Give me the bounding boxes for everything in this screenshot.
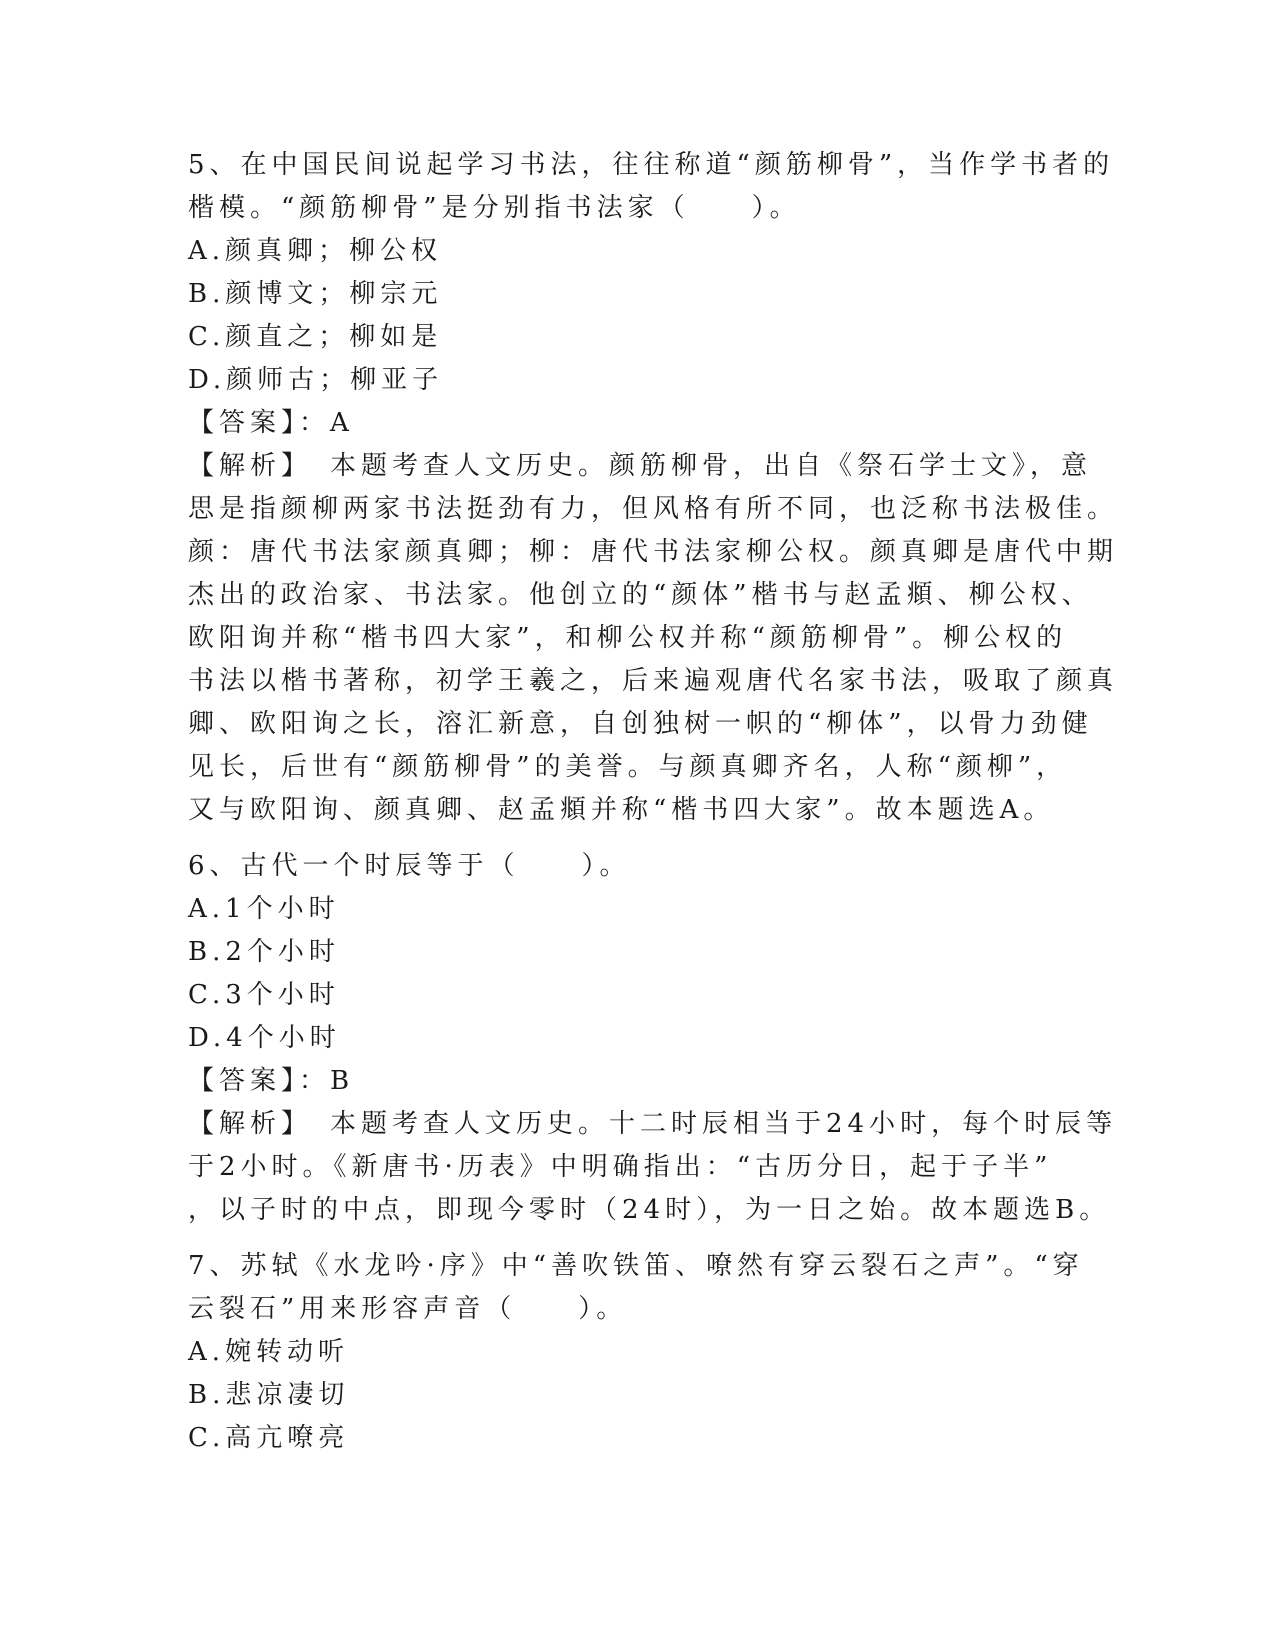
analysis-line: 见长，后世有“颜筋柳骨”的美誉。与颜真卿齐名，人称“颜柳”， [188, 752, 1068, 782]
question-spacer [188, 1232, 1088, 1245]
option-c: C.颜直之；柳如是 [188, 322, 443, 352]
question-spacer [188, 832, 1088, 845]
option-b: B.悲凉凄切 [188, 1380, 350, 1410]
option-a: A.1个小时 [188, 894, 340, 924]
analysis-line: 又与欧阳询、颜真卿、赵孟頫并称“楷书四大家”。故本题选A。 [188, 795, 1055, 825]
analysis-line: 书法以楷书著称，初学王羲之，后来遍观唐代名家书法，吸取了颜真 [188, 666, 1119, 696]
analysis-line: 思是指颜柳两家书法挺劲有力，但风格有所不同，也泛称书法极佳。 [188, 494, 1119, 524]
analysis-line: ，以子时的中点，即现今零时（24时），为一日之始。故本题选B。 [188, 1195, 1111, 1225]
document-page [188, 144, 1119, 1460]
option-b: B.颜博文；柳宗元 [188, 279, 443, 309]
analysis-line: 杰出的政治家、书法家。他创立的“颜体”楷书与赵孟頫、柳公权、 [188, 580, 1093, 610]
option-a: A.婉转动听 [188, 1337, 350, 1367]
option-a: A.颜真卿；柳公权 [188, 236, 443, 266]
option-d: D.4个小时 [188, 1023, 341, 1053]
analysis-line: 卿、欧阳询之长，溶汇新意，自创独树一帜的“柳体”，以骨力劲健 [188, 709, 1093, 739]
analysis-line: 欧阳询并称“楷书四大家”，和柳公权并称“颜筋柳骨”。柳公权的 [188, 623, 1068, 653]
option-c: C.高亢嘹亮 [188, 1423, 350, 1453]
question-stem-line: 5、在中国民间说起学习书法，往往称道“颜筋柳骨”，当作学书者的 [188, 150, 1115, 180]
analysis-line: 【解析】 本题考查人文历史。十二时辰相当于24小时，每个时辰等 [188, 1109, 1118, 1139]
analysis-line: 颜：唐代书法家颜真卿；柳：唐代书法家柳公权。颜真卿是唐代中期 [188, 537, 1119, 567]
question-7 [188, 1245, 1088, 1460]
answer-line: 【答案】：A [188, 408, 354, 438]
question-stem-line: 7、苏轼《水龙吟·序》中“善吹铁笛、嘹然有穿云裂石之声”。“穿 [188, 1251, 1084, 1281]
question-stem-line: 6、古代一个时辰等于（ ）。 [188, 851, 631, 881]
question-stem-line: 云裂石”用来形容声音（ ）。 [188, 1294, 628, 1324]
option-c: C.3个小时 [188, 980, 340, 1010]
option-d: D.颜师古；柳亚子 [188, 365, 444, 395]
question-stem-line: 楷模。“颜筋柳骨”是分别指书法家（ ）。 [188, 193, 801, 223]
answer-line: 【答案】：B [188, 1066, 355, 1096]
option-b: B.2个小时 [188, 937, 340, 967]
question-5 [188, 144, 1119, 832]
analysis-line: 于2小时。《新唐书·历表》中明确指出：“古历分日，起于子半” [188, 1152, 1053, 1182]
analysis-line: 【解析】 本题考查人文历史。颜筋柳骨，出自《祭石学士文》，意 [188, 451, 1093, 481]
question-6 [188, 845, 1118, 1232]
